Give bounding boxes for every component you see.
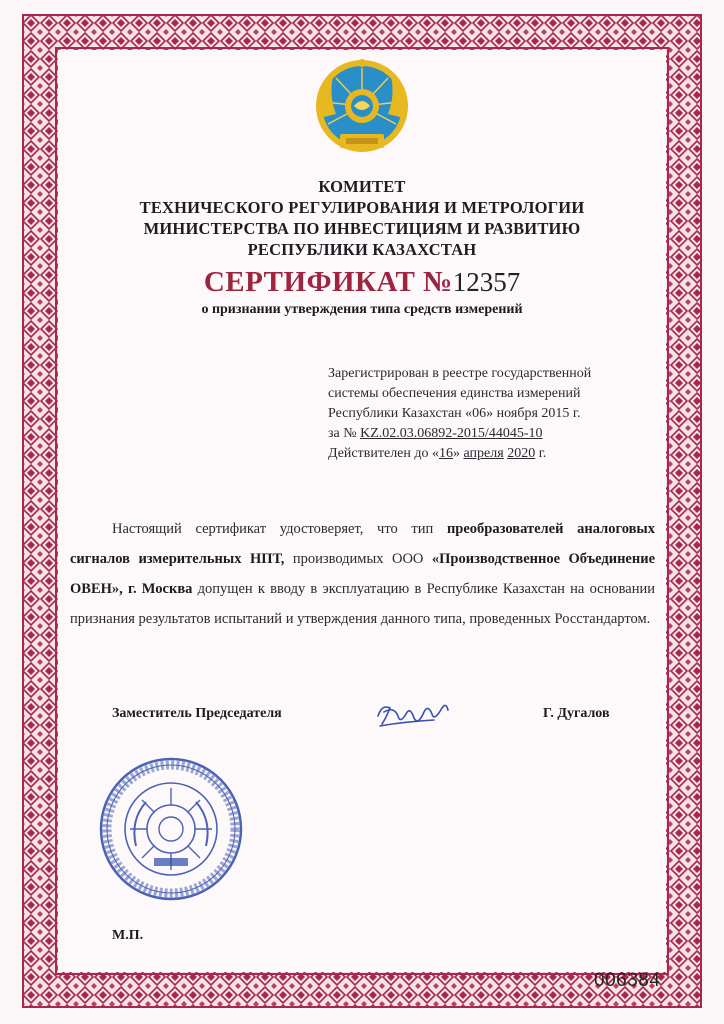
validity-month: апреля xyxy=(463,446,504,461)
registration-line: Зарегистрирован в реестре государственной xyxy=(328,366,592,381)
registration-number: KZ.02.03.06892-2015/44045-10 xyxy=(360,426,543,441)
stamp-place-label: М.П. xyxy=(112,928,144,943)
registration-block xyxy=(328,364,658,464)
authority-line: РЕСПУБЛИКИ КАЗАХСТАН xyxy=(247,240,477,259)
registration-line: Республики Казахстан «06» ноября 2015 г. xyxy=(328,406,581,421)
registration-prefix: за № xyxy=(328,426,357,441)
body-text-2: производимых ООО xyxy=(292,551,424,567)
body-product-type: преобразователей аналоговых сигналов измерительных НПТ, xyxy=(70,521,656,567)
certificate-title xyxy=(62,266,662,299)
signatory-role: Заместитель Председателя xyxy=(112,706,282,721)
certificate-word: СЕРТИФИКАТ № xyxy=(203,266,453,298)
validity-prefix: Действителен до « xyxy=(328,446,440,461)
certificate-number: 12357 xyxy=(452,267,521,297)
handwritten-signature xyxy=(372,696,462,732)
validity-year: 2020 xyxy=(507,446,536,461)
certificate-body xyxy=(70,514,655,634)
kazakhstan-emblem-icon xyxy=(310,58,414,158)
registration-number-line xyxy=(328,424,658,444)
signatory-name: Г. Дугалов xyxy=(543,706,610,721)
authority-line: КОМИТЕТ xyxy=(318,177,406,196)
body-text-1: Настоящий сертификат удостоверяет, что тип xyxy=(112,521,434,537)
certificate-subtitle: о признании утверждения типа средств измерений xyxy=(201,302,523,317)
validity-line xyxy=(328,444,658,464)
validity-suffix: г. xyxy=(535,446,547,461)
authority-line: МИНИСТЕРСТВА ПО ИНВЕСТИЦИЯМ И РАЗВИТИЮ xyxy=(143,219,581,238)
body-manufacturer: «Производственное Объединение ОВЕН», г. Москва xyxy=(70,551,656,597)
validity-day: 16 xyxy=(439,446,454,461)
official-seal-icon xyxy=(96,754,246,904)
serial-number: 006384 xyxy=(594,970,661,991)
issuing-authority xyxy=(62,176,662,260)
validity-separator: » xyxy=(453,446,464,461)
body-text-3: допущен к вводу в эксплуатацию в Республике Казахстан на основании признания результатов испытаний и утверждения данного типа, проведенных Росстандартом. xyxy=(70,581,655,627)
registration-line: системы обеспечения единства измерений xyxy=(328,386,581,401)
authority-line: ТЕХНИЧЕСКОГО РЕГУЛИРОВАНИЯ И МЕТРОЛОГИИ xyxy=(139,198,585,217)
